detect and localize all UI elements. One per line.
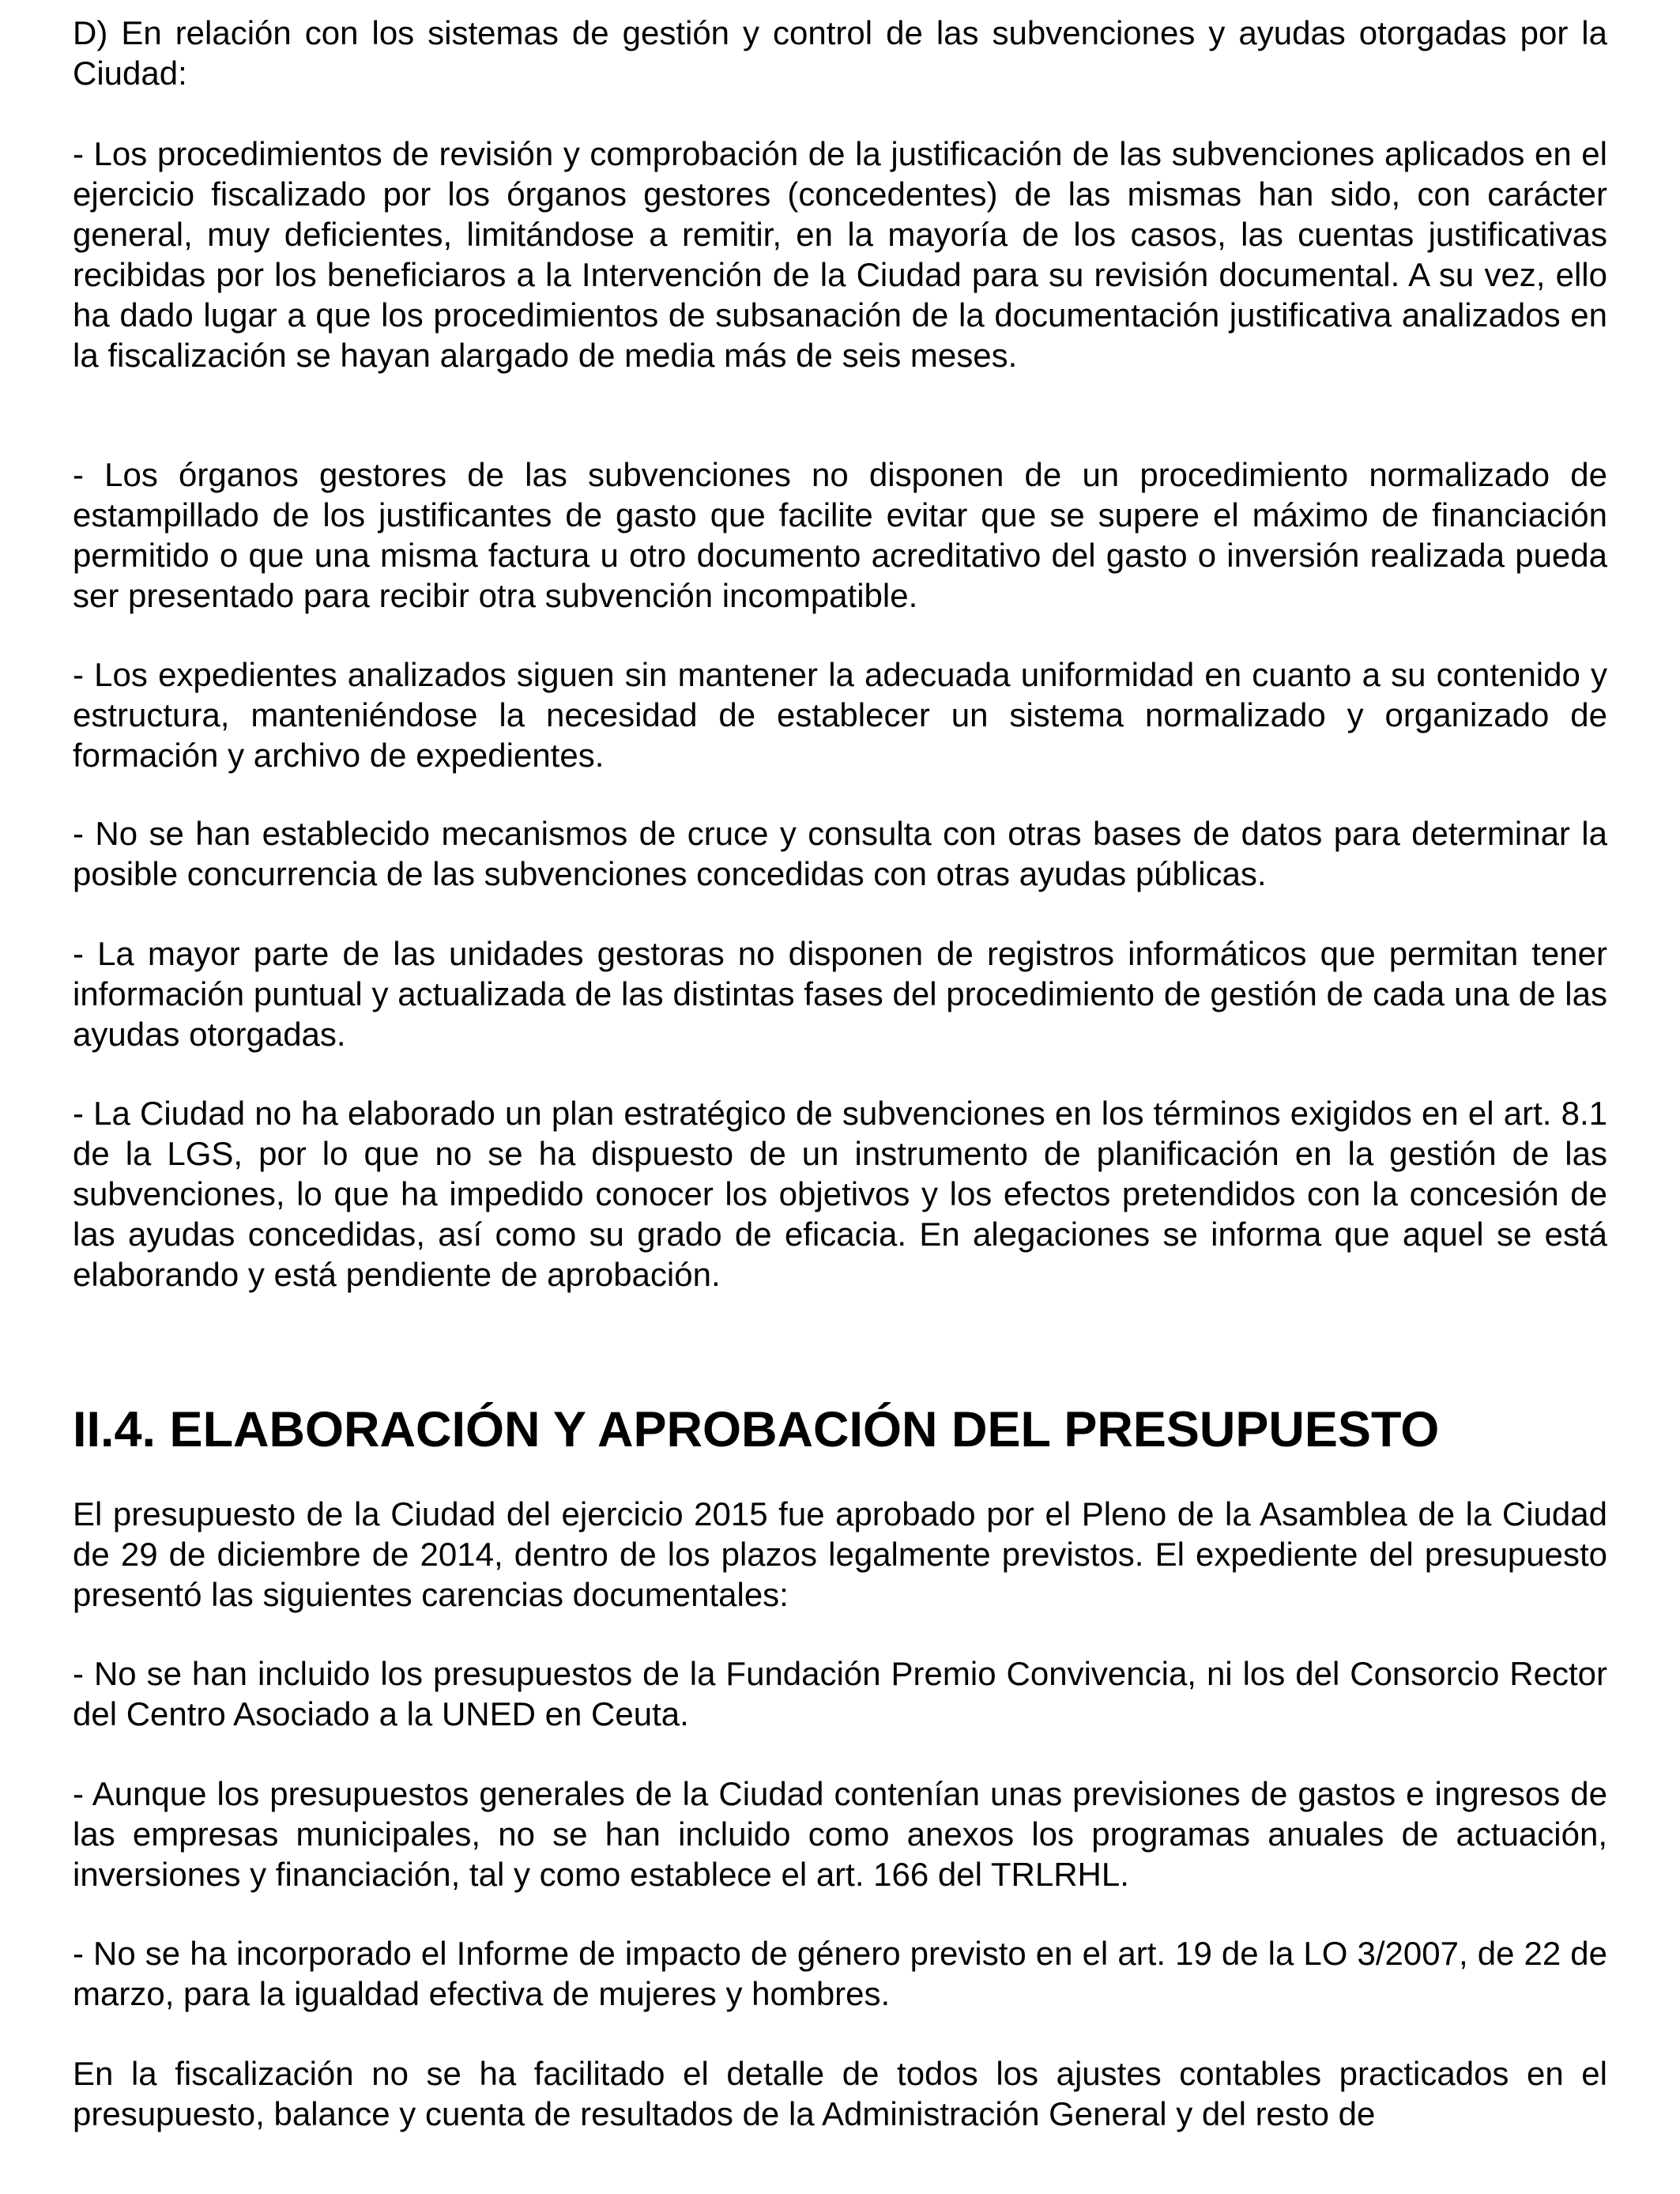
subsidy-finding-paragraph: - Los expedientes analizados siguen sin mantener la adecuada uniformidad en cuanto a su contenido y estructura, manteniéndose la necesidad de establecer un sistema normalizado y organizado de formación y archivo de expedientes. (73, 656, 1607, 774)
budget-paragraph: - No se ha incorporado el Informe de impacto de género previsto en el art. 19 de la LO 3/2007, de 22 de marzo, para la igualdad efectiva de mujeres y hombres. (73, 1935, 1607, 2012)
budget-paragraph: En la fiscalización no se ha facilitado el detalle de todos los ajustes contables practicados en el presupuesto, balance y cuenta de resultados de la Administración General y del resto de (73, 2055, 1607, 2132)
section-heading: II.4. ELABORACIÓN Y APROBACIÓN DEL PRESUPUESTO (73, 1402, 1440, 1457)
budget-paragraph: - Aunque los presupuestos generales de la Ciudad contenían unas previsiones de gastos e ingresos de las empresas municipales, no se han incluido como anexos los programas anuales de actuación, inversiones y financiación, tal y como establece el art. 166 del TRLRHL. (73, 1775, 1607, 1893)
subsidy-finding-paragraph: - Los órganos gestores de las subvenciones no disponen de un procedimiento normalizado de estampillado de los justificantes de gasto que facilite evitar que se supere el máximo de financiación permitido o que una misma factura u otro documento acreditativo del gasto o inversión realizada pueda ser presentado para recibir otra subvención incompatible. (73, 456, 1607, 614)
subsidy-finding-paragraph: - No se han establecido mecanismos de cruce y consulta con otras bases de datos para determinar la posible concurrencia de las subvenciones concedidas con otras ayudas públicas. (73, 815, 1607, 892)
intro-paragraph: D) En relación con los sistemas de gestión y control de las subvenciones y ayudas otorgadas por la Ciudad: (73, 14, 1607, 92)
budget-paragraph: El presupuesto de la Ciudad del ejercicio 2015 fue aprobado por el Pleno de la Asamblea de la Ciudad de 29 de diciembre de 2014, dentro de los plazos legalmente previstos. El expediente del presupuesto presentó las siguientes carencias documentales: (73, 1495, 1607, 1613)
budget-paragraph: - No se han incluido los presupuestos de la Fundación Premio Convivencia, ni los del Consorcio Rector del Centro Asociado a la UNED en Ceuta. (73, 1655, 1607, 1732)
subsidy-finding-paragraph: - La Ciudad no ha elaborado un plan estratégico de subvenciones en los términos exigidos en el art. 8.1 de la LGS, por lo que no se ha dispuesto de un instrumento de planificación en la gestión de las subvenciones, lo que ha impedido conocer los objetivos y los efectos pretendidos con la concesión de las ayudas concedidas, así como su grado de eficacia. En alegaciones se informa que aquel se está elaborando y está pendiente de aprobación. (73, 1095, 1607, 1293)
subsidy-finding-paragraph: - Los procedimientos de revisión y comprobación de la justificación de las subvenciones aplicados en el ejercicio fiscalizado por los órganos gestores (concedentes) de las mismas han sido, con carácter general, muy deficientes, limitándose a remitir, en la mayoría de los casos, las cuentas justificativas recibidas por los beneficiaros a la Intervención de la Ciudad para su revisión documental. A su vez, ello ha dado lugar a que los procedimientos de subsanación de la documentación justificativa analizados en la fiscalización se hayan alargado de media más de seis meses. (73, 135, 1607, 374)
subsidy-finding-paragraph: - La mayor parte de las unidades gestoras no disponen de registros informáticos que permitan tener información puntual y actualizada de las distintas fases del procedimiento de gestión de cada una de las ayudas otorgadas. (73, 935, 1607, 1053)
